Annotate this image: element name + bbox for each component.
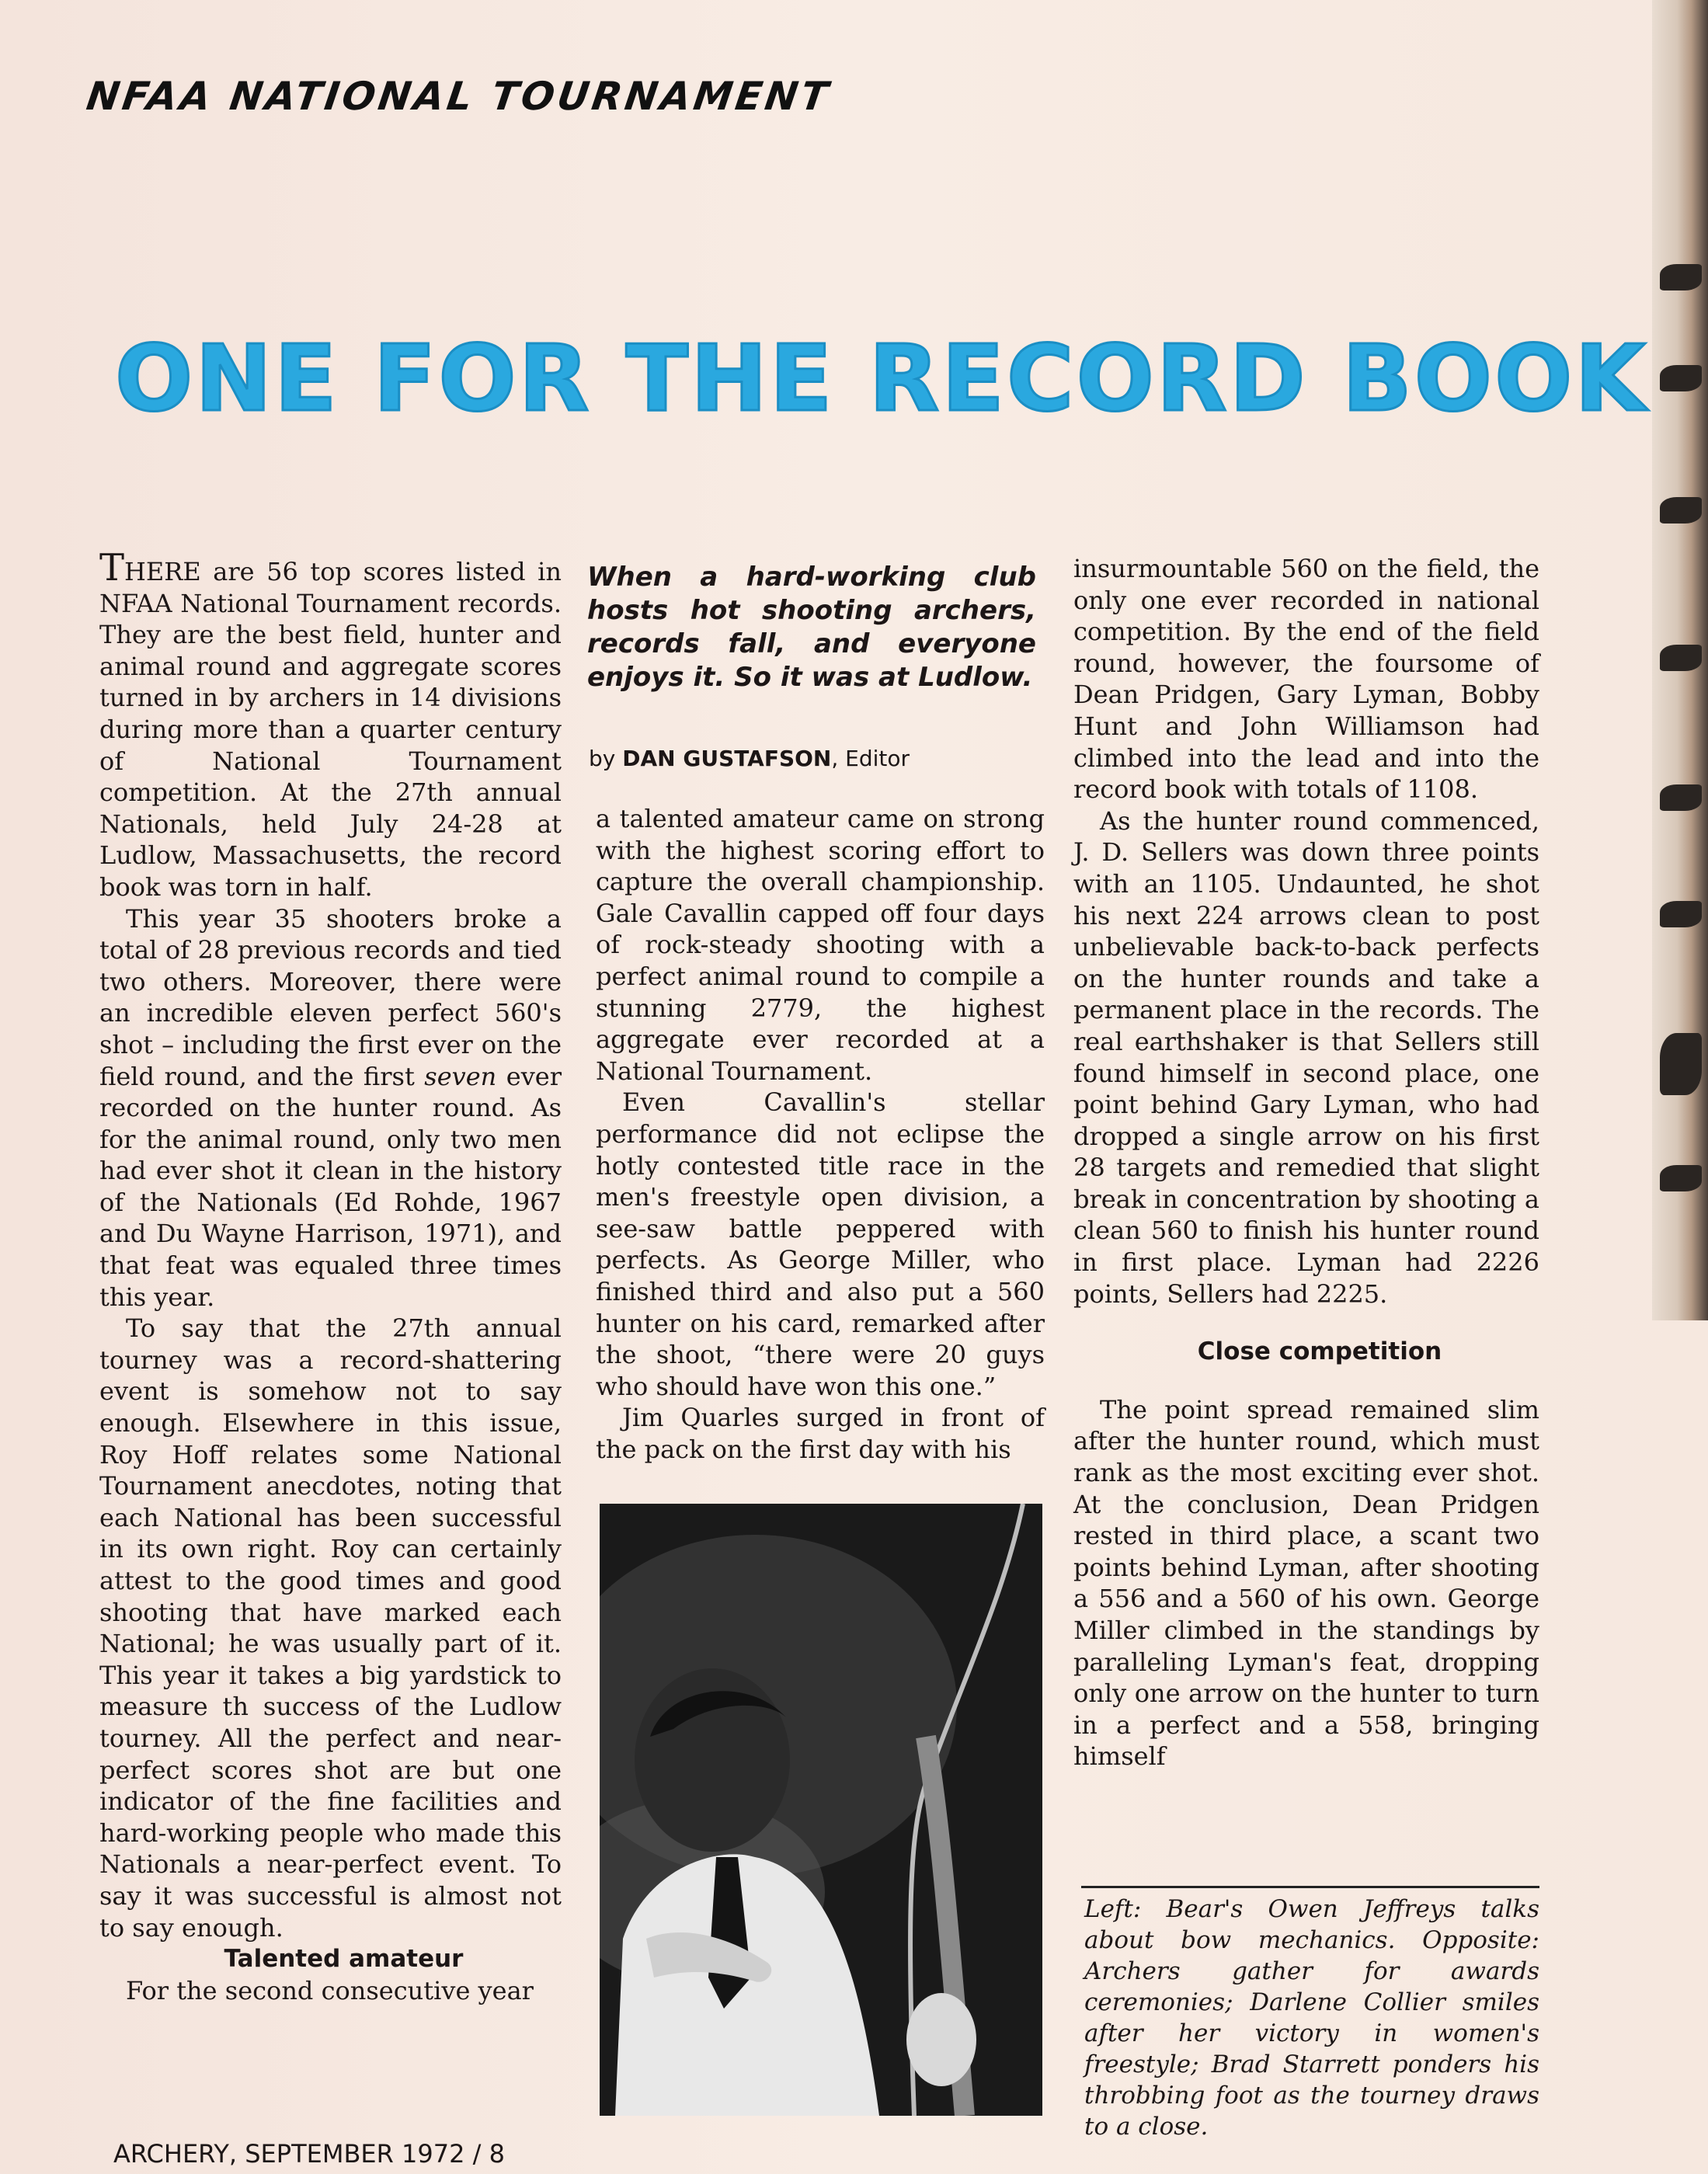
body-paragraph: insurmountable 560 on the field, the only one ever recorded in national competition. By the end of the field round, however, the foursome of Dean Pridgen, Gary Lyman, Bobby Hunt and John Williamson had climbed into the lead and into the record book with totals of 1108. xyxy=(1073,554,1539,805)
photo-caption: Left: Bear's Owen Jeffreys talks about bow mechanics. Opposite: Archers gather for awards ceremonies; Darlene Collier smiles after her victory in women's freestyle; Brad Starrett ponders his throbbing foot as the tourney draws to a close. xyxy=(1084,1895,1539,2141)
body-paragraph: THERE are 56 top scores listed in NFAA National Tournament records. They are the best field, hunter and animal round and aggregate scores turned in by archers in 14 divisions during more than a quarter century of National Tournament competition. At the 27th annual Nationals, held July 24-28 at Ludlow, Massachusetts, the record book was torn in half. xyxy=(99,546,562,902)
body-paragraph: As the hunter round commenced, J. D. Sellers was down three points with an 1105. Undaunted, he shot his next 224 arrows clean to post unbelievable back-to-back perfects on the hunter rounds and take a permanent place in the records. The real earthshaker is that Sellers still found himself in second place, one point behind Gary Lyman, who had dropped a single arrow on his first 28 targets and remedied that slight break in concentration by shooting a clean 560 to finish his hunter round in first place. Lyman had 2226 points, Sellers had 2225. xyxy=(1073,805,1539,1309)
archer-photo xyxy=(600,1504,1042,2116)
drop-cap: T xyxy=(99,546,125,590)
section-header: NFAA NATIONAL TOURNAMENT xyxy=(83,74,834,119)
body-paragraph: Jim Quarles surged in front of the pack on the first day with his xyxy=(596,1403,1045,1464)
emphasis-text: seven xyxy=(424,1061,497,1091)
page-footer: ARCHERY, SEPTEMBER 1972 / 8 xyxy=(113,2139,505,2169)
article-column-left xyxy=(99,546,562,2006)
subhead-close-competition: Close competition xyxy=(1197,1337,1442,1366)
edge-binding-mark xyxy=(1660,784,1702,811)
edge-binding-mark xyxy=(1660,1033,1702,1095)
edge-binding-mark xyxy=(1660,264,1702,290)
article-column-middle xyxy=(596,803,1045,1465)
body-paragraph: The point spread remained slim after the hunter round, which must rank as the most exciting ever shot. At the conclusion, Dean Pridgen rested in third place, a scant two points behind Lyman, after shooting a 556 and a 560 of his own. George Miller climbed in the standings by paralleling Lyman's feat, dropping only one arrow on the hunter to turn in a perfect and a 558, bringing himself xyxy=(1073,1394,1539,1772)
edge-binding-mark xyxy=(1660,645,1702,671)
body-paragraph: To say that the 27th annual tourney was a record-shattering event is somehow not to say enough. Elsewhere in this issue, Roy Hoff relates some National Tournament anecdotes, noting that each National has been successful in its own right. Roy can certainly attest to the good times and good shooting that have marked each National; he was usually part of it. This year it takes a big yardstick to measure th success of the Ludlow tourney. All the perfect and near-perfect scores shot are but one indicator of the fine facilities and hard-working people who made this Nationals a near-perfect event. To say it was successful is almost not to say enough. xyxy=(99,1313,562,1943)
edge-binding-mark xyxy=(1660,497,1702,523)
article-column-right xyxy=(1073,553,1539,1772)
article-deck: When a hard-working club hosts hot shooting archers, records fall, and everyone enjoys it. So it was at Ludlow. xyxy=(587,562,1036,693)
archer-photo-illustration xyxy=(600,1504,1042,2116)
author-name: DAN GUSTAFSON xyxy=(622,746,832,771)
body-paragraph: This year 35 shooters broke a total of 28 previous records and tied two others. Moreover, there were an incredible eleven perfect 560's shot – including the first ever on the field round, and the first seven ever recorded on the hunter round. As for the animal round, only two men had ever shot it clean in the history of the Nationals (Ed Rohde, 1967 and Du Wayne Harrison, 1971), and that feat was equaled three times this year. xyxy=(99,903,562,1312)
body-paragraph: For the second consecutive year xyxy=(126,1975,534,2005)
body-paragraph: Even Cavallin's stellar performance did not eclipse the hotly contested title race in the men's freestyle open division, a see-saw battle peppered with perfects. As George Miller, who finished third and also put a 560 hunter on his card, remarked after the shoot, “there were 20 guys who should have won this one.” xyxy=(596,1087,1045,1401)
subhead-talented-amateur: Talented amateur xyxy=(224,1945,464,1974)
byline: by DAN GUSTAFSON, Editor xyxy=(589,746,910,771)
edge-binding-mark xyxy=(1660,1165,1702,1191)
body-paragraph: a talented amateur came on strong with the highest scoring effort to capture the overall championship. Gale Cavallin capped off four days of rock-steady shooting with a perfect animal round to compile a stunning 2779, the highest aggregate ever recorded at a National Tournament. xyxy=(596,804,1045,1086)
edge-binding-mark xyxy=(1660,901,1702,927)
edge-binding-mark xyxy=(1660,365,1702,391)
caption-divider xyxy=(1081,1886,1539,1888)
article-headline: ONE FOR THE RECORD BOOK xyxy=(115,325,1648,432)
page-edge-shadow xyxy=(1652,0,1708,1320)
